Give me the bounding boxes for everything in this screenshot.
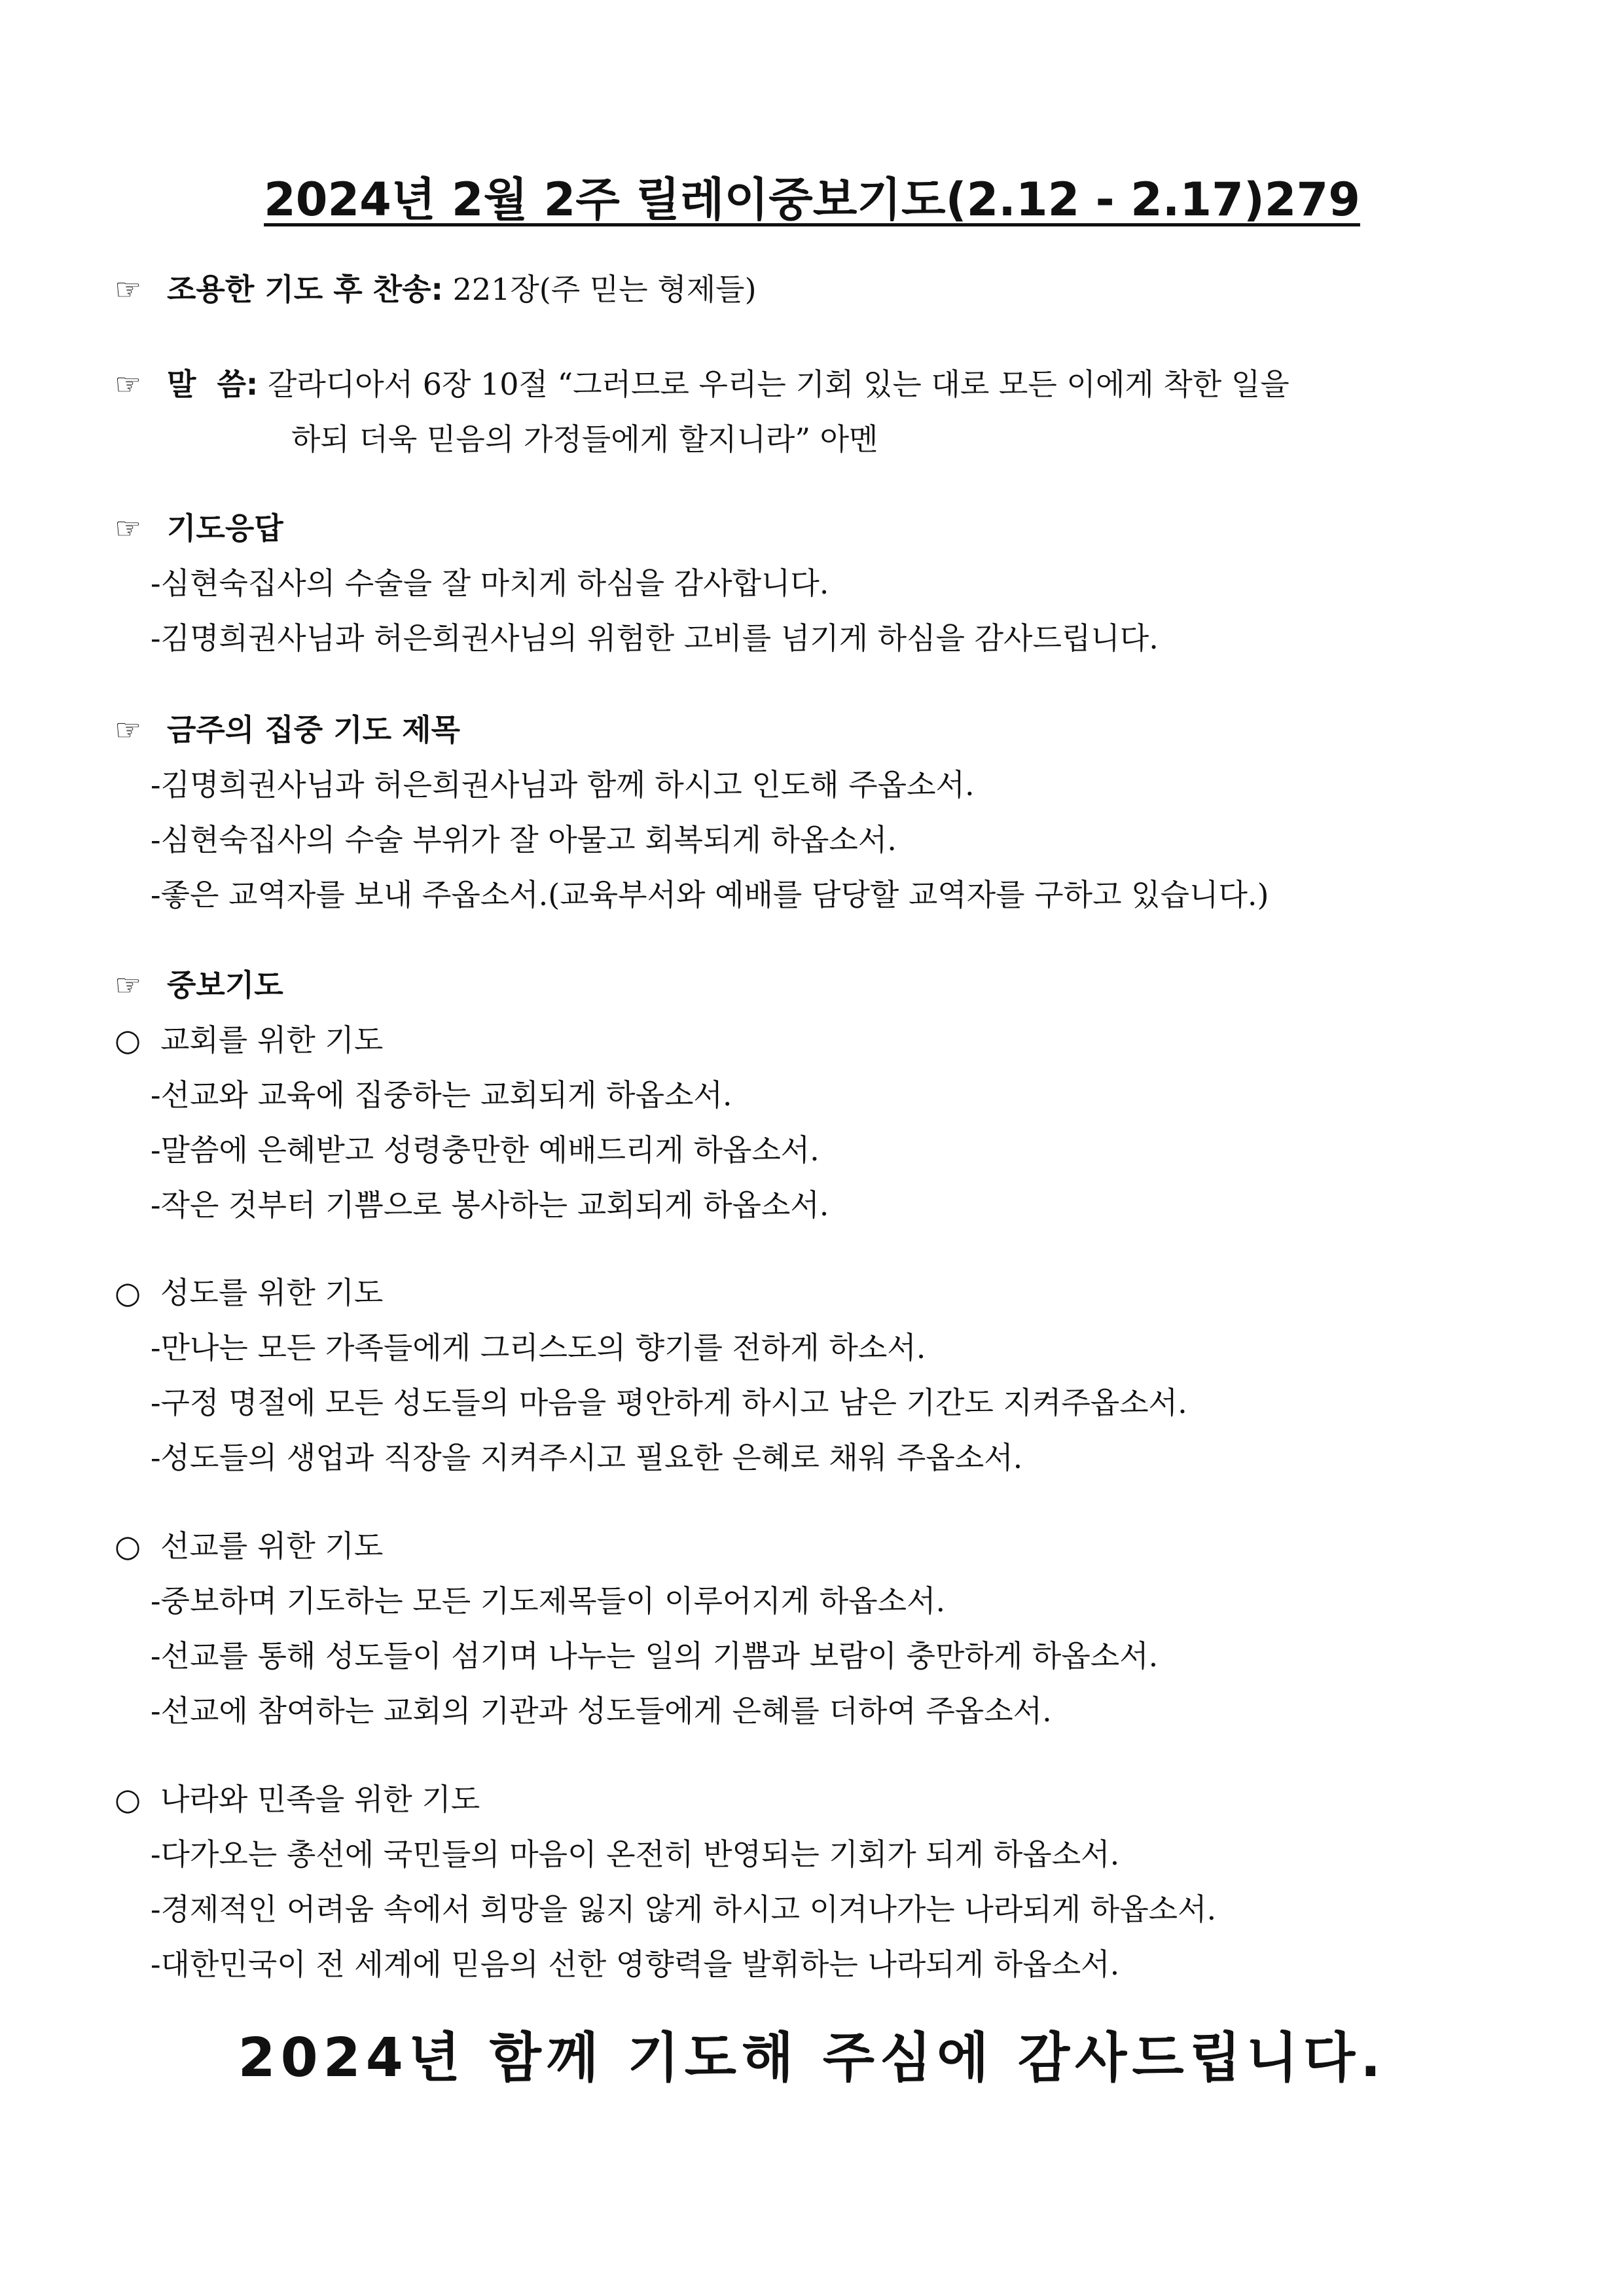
subsection-heading-nation [115, 1772, 1522, 1827]
subsection-title: 선교를 위한 기도 [160, 1528, 384, 1564]
closing-message: 2024년 함께 기도해 주심에 감사드립니다. [238, 2027, 1386, 2089]
scripture-line-2: 하되 더욱 믿음의 가정들에게 할지니라” 아멘 [291, 422, 878, 457]
list-item: -김명희권사님과 허은희권사님의 위험한 고비를 넘기게 하심을 감사드립니다. [151, 620, 1159, 656]
list-item: -작은 것부터 기쁨으로 봉사하는 교회되게 하옵소서. [151, 1187, 829, 1223]
scripture-label: 말 씀: [167, 367, 259, 402]
scripture-text-1: 갈라디아서 6장 10절 “그러므로 우리는 기회 있는 대로 모든 이에게 착한 일을 [258, 367, 1290, 402]
focus-label: 금주의 집중 기도 제목 [167, 712, 460, 747]
intercession-heading [115, 958, 1522, 1013]
list-item: -중보하며 기도하는 모든 기도제목들이 이루어지게 하옵소서. [151, 1583, 946, 1619]
circle-bullet-icon: ○ [115, 1022, 141, 1058]
list-item: -선교에 참여하는 교회의 기관과 성도들에게 은혜를 더하여 주옵소서. [151, 1693, 1052, 1729]
pointing-hand-icon: ☞ [115, 967, 142, 1003]
subsection-heading-church [115, 1013, 1522, 1067]
list-item: -심현숙집사의 수술 부위가 잘 아물고 회복되게 하옵소서. [151, 822, 897, 857]
subsection-title: 나라와 민족을 위한 기도 [160, 1782, 480, 1817]
list-item: -선교를 통해 성도들이 섬기며 나누는 일의 기쁨과 보람이 충만하게 하옵소서. [151, 1638, 1159, 1674]
answers-section [115, 501, 1522, 666]
list-item: -김명희권사님과 허은희권사님과 함께 하시고 인도해 주옵소서. [151, 767, 975, 802]
circle-bullet-icon: ○ [115, 1782, 141, 1817]
subsection-title: 성도를 위한 기도 [160, 1275, 384, 1310]
subsection-heading-mission [115, 1518, 1522, 1573]
hymn-line [115, 262, 1522, 317]
list-item: -구정 명절에 모든 성도들의 마음을 평안하게 하시고 남은 기간도 지켜주옵소서. [151, 1385, 1187, 1420]
list-item: -좋은 교역자를 보내 주옵소서.(교육부서와 예배를 담당할 교역자를 구하고 있습니다.) [151, 877, 1269, 912]
list-item: -선교와 교육에 집중하는 교회되게 하옵소서. [151, 1077, 732, 1113]
scripture-section [115, 357, 1522, 467]
nation-section [115, 1772, 1522, 1992]
answers-label: 기도응답 [167, 511, 283, 546]
scripture-line-1 [115, 357, 1522, 412]
focus-section [115, 702, 1522, 922]
list-item: -만나는 모든 가족들에게 그리스도의 향기를 전하게 하소서. [151, 1330, 926, 1365]
pointing-hand-icon: ☞ [115, 511, 142, 546]
list-item: -성도들의 생업과 직장을 지켜주시고 필요한 은혜로 채워 주옵소서. [151, 1440, 1023, 1475]
pointing-hand-icon: ☞ [115, 367, 142, 402]
list-item: -다가오는 총선에 국민들의 마음이 온전히 반영되는 기회가 되게 하옵소서. [151, 1837, 1120, 1872]
hymn-separator: : [431, 272, 443, 307]
list-item: -대한민국이 전 세계에 믿음의 선한 영향력을 발휘하는 나라되게 하옵소서. [151, 1946, 1120, 1982]
list-item: -말씀에 은혜받고 성령충만한 예배드리게 하옵소서. [151, 1132, 820, 1168]
hymn-label: 조용한 기도 후 찬송 [167, 272, 431, 307]
circle-bullet-icon: ○ [115, 1528, 141, 1564]
pointing-hand-icon: ☞ [115, 272, 142, 307]
answers-heading [115, 501, 1522, 556]
list-item: -경제적인 어려움 속에서 희망을 잃지 않게 하시고 이겨나가는 나라되게 하옵소서. [151, 1892, 1217, 1927]
mission-section [115, 1518, 1522, 1738]
page-title: 2024년 2월 2주 릴레이중보기도(2.12 - 2.17)279 [264, 173, 1360, 226]
subsection-heading-saints [115, 1265, 1522, 1320]
list-item: -심현숙집사의 수술을 잘 마치게 하심을 감사합니다. [151, 565, 829, 601]
focus-heading [115, 702, 1522, 757]
intercession-section [115, 958, 1522, 1232]
subsection-title: 교회를 위한 기도 [160, 1022, 384, 1058]
saints-section [115, 1265, 1522, 1485]
circle-bullet-icon: ○ [115, 1275, 141, 1310]
hymn-text: 221장(주 믿는 형제들) [442, 272, 757, 307]
intercession-label: 중보기도 [167, 967, 283, 1003]
pointing-hand-icon: ☞ [115, 712, 142, 747]
hymn-section [115, 262, 1522, 317]
